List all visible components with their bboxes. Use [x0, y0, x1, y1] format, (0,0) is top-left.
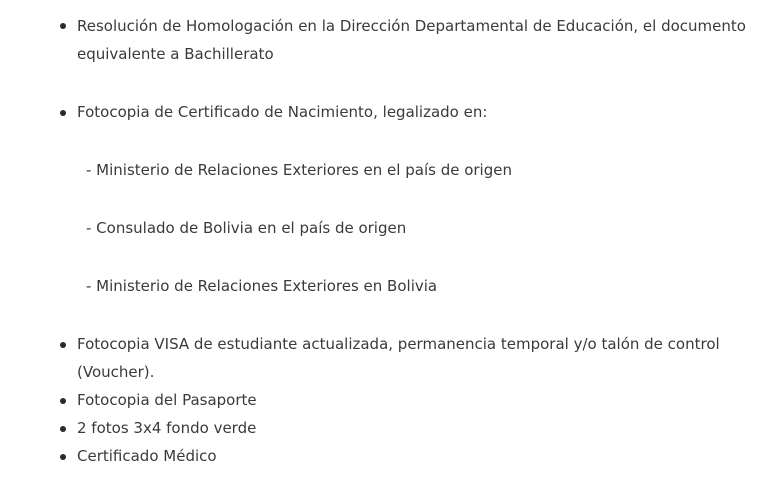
bullet-icon [60, 426, 66, 432]
list-item-text: 2 fotos 3x4 fondo verde [77, 419, 257, 437]
list-item-text: Fotocopia del Pasaporte [77, 391, 257, 409]
list-item-text: Certificado Médico [77, 447, 217, 465]
sub-list-item: - Consulado de Bolivia en el país de origen [86, 219, 407, 237]
bullet-icon [60, 110, 66, 116]
sub-list-item: - Ministerio de Relaciones Exteriores en Bolivia [86, 277, 438, 295]
sub-list-item: - Ministerio de Relaciones Exteriores en el país de origen [86, 161, 512, 179]
list-item-text-continued: equivalente a Bachillerato [77, 45, 274, 63]
list-item-text: Resolución de Homologación en la Dirección Departamental de Educación, el documento [77, 17, 746, 35]
list-item-text: Fotocopia de Certificado de Nacimiento, legalizado en: [77, 103, 488, 121]
list-item-text-continued: (Voucher). [77, 363, 155, 381]
bullet-icon [60, 398, 66, 404]
bullet-icon [60, 342, 66, 348]
bullet-icon [60, 23, 66, 29]
bullet-icon [60, 454, 66, 460]
list-item-text: Fotocopia VISA de estudiante actualizada, permanencia temporal y/o talón de control [77, 335, 720, 353]
